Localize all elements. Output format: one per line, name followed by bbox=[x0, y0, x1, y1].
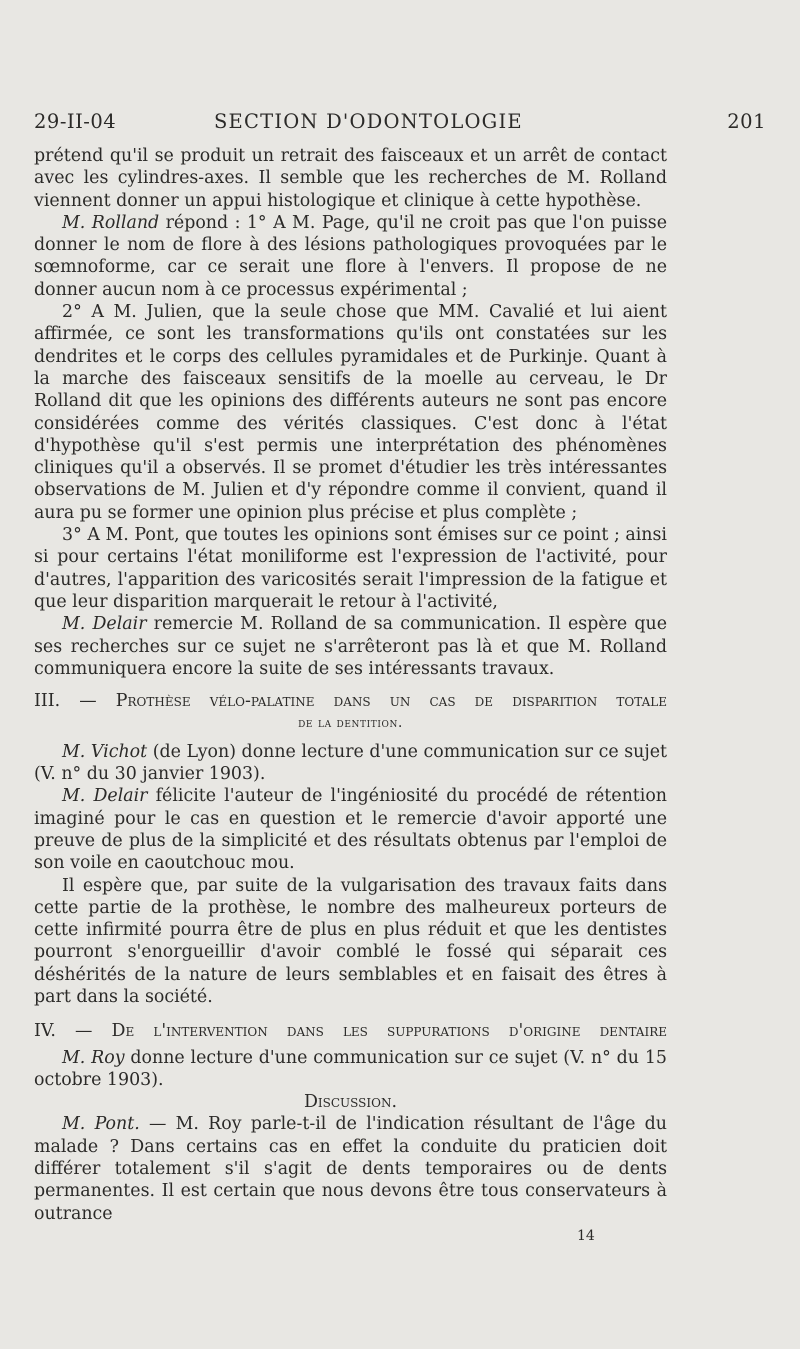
paragraph-5 bbox=[34, 613, 667, 680]
paragraph-9 bbox=[34, 1047, 667, 1092]
paragraph-7-text: félicite l'auteur de l'ingéniosité du procédé de rétention imaginé pour le cas en question et le remercie d'avoir apporté une preuve de plus de la simplicité et des résultats obtenus par l'emploi de son voile en caoutchouc mou. bbox=[34, 786, 667, 874]
paragraph-3: 2° A M. Julien, que la seule chose que MM. Cavalié et lui aient affirmée, ce sont les transformations qu'ils ont constatées sur les dendrites et le corps des cellules pyramidales et de Purkinje. Quant à la marche des faisceaux sensitifs de la moelle au cerveau, le Dr Rolland dit que les opinions des différents auteurs ne sont pas encore considérées comme des vérités classiques. C'est donc à l'état d'hypothèse qu'il s'est permis une interprétation des phénomènes cliniques qu'il a observés. Il se promet d'étudier les très intéressantes observations de M. Julien et d'y répondre comme il convient, quand il aura pu se former une opinion plus précise et plus complète ; bbox=[34, 302, 667, 523]
speaker-delair-2: M. Delair bbox=[62, 786, 148, 807]
section-3-heading-line-2: de la dentition. bbox=[298, 715, 403, 732]
speaker-roy: M. Roy bbox=[62, 1047, 125, 1068]
header-date: 29-II-04 bbox=[34, 110, 117, 133]
speaker-vichot: M. Vichot bbox=[62, 741, 148, 762]
section-4-heading: IV. — De l'intervention dans les suppurations d'origine dentaire bbox=[34, 1021, 667, 1042]
paragraph-1: prétend qu'il se produit un retrait des faisceaux et un arrêt de contact avec les cylindres-axes. Il semble que les recherches de M. Rolland viennent donner un appui histologique et clinique à cette hypothèse. bbox=[34, 146, 667, 211]
section-3-heading-line-1: III. — Prothèse vélo-palatine dans un cas de disparition totale bbox=[34, 691, 667, 712]
speaker-delair: M. Delair bbox=[62, 614, 147, 635]
header-section-title: SECTION D'ODONTOLOGIE bbox=[214, 110, 523, 133]
page-number: 201 bbox=[727, 110, 766, 133]
section-3-heading bbox=[34, 690, 667, 735]
paragraph-7 bbox=[34, 785, 667, 874]
signature-mark: 14 bbox=[577, 1228, 595, 1244]
paragraph-4: 3° A M. Pont, que toutes les opinions sont émises sur ce point ; ainsi si pour certains l'état moniliforme est l'expression de l'activité, pour d'autres, l'apparition des varicosités serait l'impression de la fatigue et que leur disparition marquerait le retour à l'activité, bbox=[34, 525, 667, 612]
paragraph-10-text: — M. Roy parle-t-il de l'indication résultant de l'âge du malade ? Dans certains cas en effet la conduite du praticien doit différer totalement s'il s'agit de dents temporaires ou de dents permanentes. Il est certain que nous devons être tous conservateurs à outrance bbox=[34, 1114, 667, 1224]
paragraph-2-text: répond : 1° A M. Page, qu'il ne croit pas que l'on puisse donner le nom de flore à des lésions pathologiques provoquées par le sœmnoforme, car ce serait une flore à l'envers. Il propose de ne donner aucun nom à ce processus expérimental ; bbox=[34, 212, 667, 300]
speaker-pont: M. Pont. bbox=[62, 1114, 140, 1135]
speaker-rolland: M. Rolland bbox=[62, 212, 160, 233]
paragraph-6 bbox=[34, 741, 667, 786]
paragraph-2 bbox=[34, 212, 667, 301]
discussion-heading: Discussion. bbox=[303, 1092, 398, 1113]
paragraph-8: Il espère que, par suite de la vulgarisation des travaux faits dans cette partie de la prothèse, le nombre des malheureux porteurs de cette infirmité pourra être de plus en plus réduit et que les dentistes pourront s'enorgueillir d'avoir comblé le fossé qui séparait ces déshérités de la nature de leurs semblables et en faisait des êtres à part dans la société. bbox=[34, 875, 667, 1007]
body-text bbox=[34, 145, 667, 1225]
paragraph-6-text: (de Lyon) donne lecture d'une communication sur ce sujet (V. n° du 30 janvier 1903). bbox=[34, 741, 667, 785]
paragraph-9-text: donne lecture d'une communication sur ce sujet (V. n° du 15 octobre 1903). bbox=[34, 1047, 667, 1090]
running-header bbox=[34, 110, 766, 140]
paragraph-10 bbox=[34, 1113, 667, 1224]
paragraph-5-text: remercie M. Rolland de sa communication. Il espère que ses recherches sur ce sujet ne s'arrêteront pas là et que M. Rolland communiquera encore la suite de ses intéressants travaux. bbox=[34, 614, 667, 679]
